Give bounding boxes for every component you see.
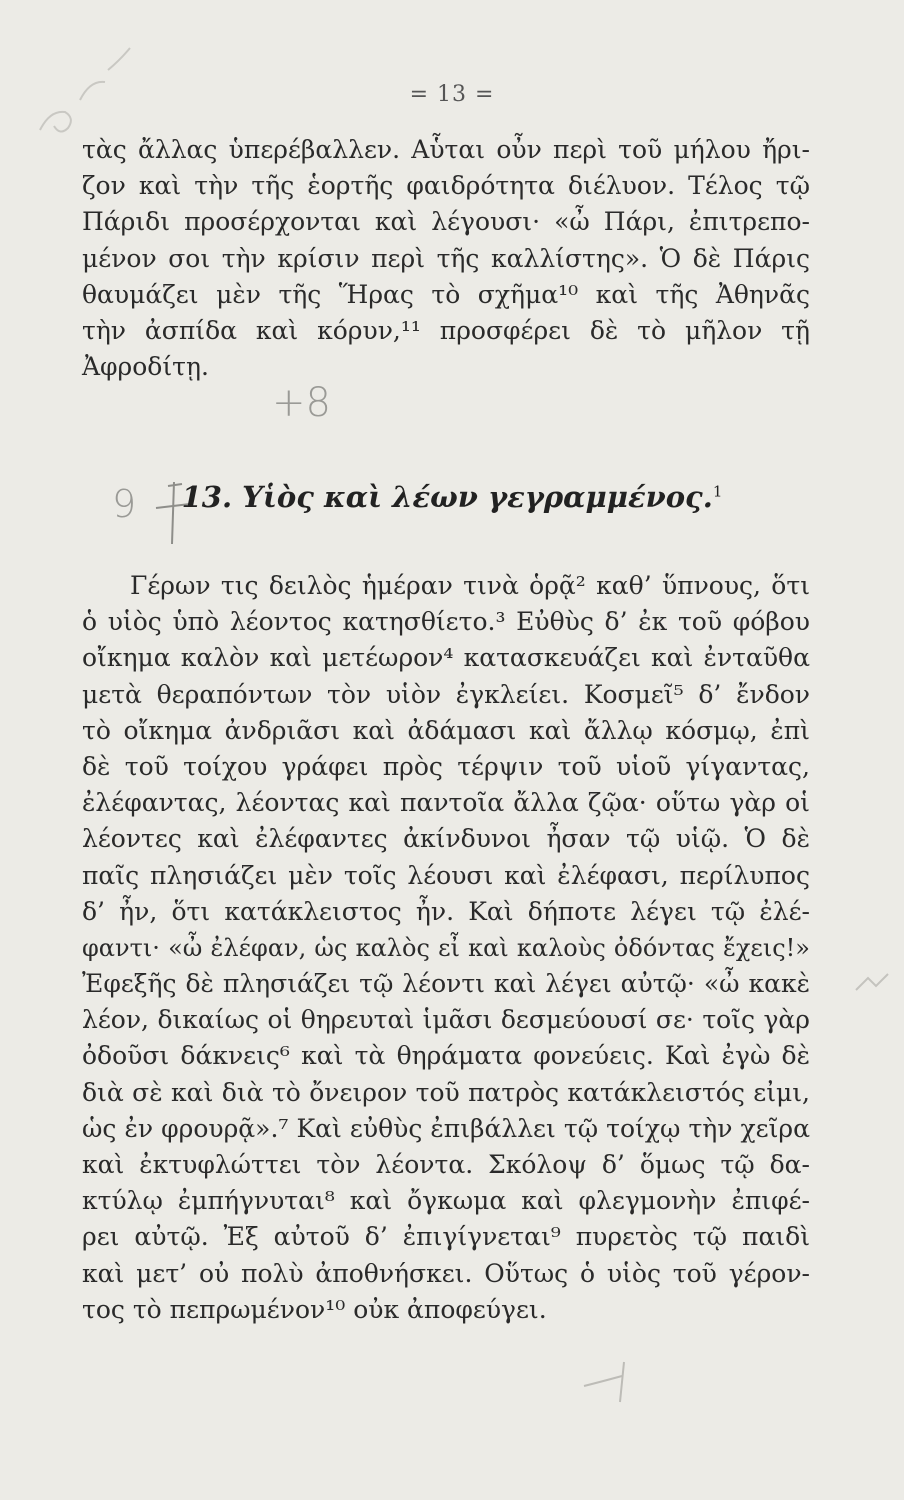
pencil-annotation-nine: 9 xyxy=(112,482,137,526)
section-title-text: 13. Υἱὸς καὶ λέων γεγραμμένος. xyxy=(181,480,713,514)
text-line: καὶ μετ’ οὐ πολὺ ἀποθνήσκει. Οὕτως ὁ υἱὸς τοῦ γέρον- xyxy=(82,1258,810,1288)
section-title xyxy=(0,480,904,514)
text-line: θαυμάζει μὲν τῆς Ἥρας τὸ σχῆμα¹⁰ καὶ τῆς Ἀθηνᾶς xyxy=(82,279,810,309)
text-line: ζον καὶ τὴν τῆς ἑορτῆς φαιδρότητα διέλυον. Τέλος τῷ xyxy=(82,171,810,201)
text-line: Γέρων τις δειλὸς ἡμέραν τινὰ ὁρᾷ² καθ’ ὕπνους, ὅτι xyxy=(130,571,810,600)
text-line: οἴκημα καλὸν καὶ μετέωρον⁴ κατασκευάζει καὶ ἐνταῦθα xyxy=(82,643,810,673)
text-line: φαντι· «ὦ ἐλέφαν, ὡς καλὸς εἶ καὶ καλοὺς ὀδόντας ἔχεις!» xyxy=(82,933,810,962)
text-line: διὰ σὲ καὶ διὰ τὸ ὄνειρον τοῦ πατρὸς κατάκλειστός εἰμι, xyxy=(82,1077,810,1107)
text-line: τὴν ἀσπίδα καὶ κόρυν,¹¹ προσφέρει δὲ τὸ μῆλον τῇ xyxy=(82,315,810,345)
text-line: μετὰ θεραπόντων τὸν υἱὸν ἐγκλείει. Κοσμεῖ⁵ δ’ ἔνδον xyxy=(82,679,810,709)
text-line: ἐλέφαντας, λέοντας καὶ παντοῖα ἄλλα ζῷα· οὕτω γὰρ οἱ xyxy=(82,788,810,818)
pencil-annotation-plus-eight: +8 xyxy=(272,380,331,426)
text-line: ὁ υἱὸς ὑπὸ λέοντος κατησθίετο.³ Εὐθὺς δ’ ἐκ τοῦ φόβου xyxy=(82,607,810,637)
text-line: τος τὸ πεπρωμένον¹⁰ οὐκ ἀποφεύγει. xyxy=(82,1294,547,1324)
paragraph-continuation xyxy=(82,132,810,385)
text-line: δ’ ἦν, ὅτι κατάκλειστος ἦν. Καὶ δήποτε λέγει τῷ ἐλέ- xyxy=(82,896,810,926)
text-line: Ἐφεξῆς δὲ πλησιάζει τῷ λέοντι καὶ λέγει αὐτῷ· «ὦ κακὲ xyxy=(82,969,810,999)
story-paragraph xyxy=(82,568,810,1328)
text-line: Πάριδι προσέρχονται καὶ λέγουσι· «ὦ Πάρι, ἐπιτρεπο- xyxy=(82,207,810,237)
page-number: = 13 = xyxy=(409,82,495,107)
text-line: λέον, δικαίως οἱ θηρευταὶ ἱμᾶσι δεσμεύουσί σε· τοῖς γὰρ xyxy=(82,1005,810,1035)
text-line: τὸ οἴκημα ἀνδριᾶσι καὶ ἀδάμασι καὶ ἄλλῳ κόσμῳ, ἐπὶ xyxy=(82,715,810,745)
footnote-marker: 1 xyxy=(712,482,723,501)
end-pencil-stroke xyxy=(580,1356,640,1406)
text-line: ὡς ἐν φρουρᾷ».⁷ Καὶ εὐθὺς ἐπιβάλλει τῷ τοίχῳ τὴν χεῖρα xyxy=(82,1113,810,1143)
text-line: μένον σοι τὴν κρίσιν περὶ τῆς καλλίστης». Ὁ δὲ Πάρις xyxy=(82,243,810,273)
text-line: λέοντες καὶ ἐλέφαντες ἀκίνδυνοι ἦσαν τῷ υἱῷ. Ὁ δὲ xyxy=(82,824,810,854)
text-line: καὶ ἐκτυφλώττει τὸν λέοντα. Σκόλοψ δ’ ὅμως τῷ δα- xyxy=(82,1150,810,1179)
margin-tick xyxy=(852,968,892,998)
text-line: ὀδοῦσι δάκνεις⁶ καὶ τὰ θηράματα φονεύεις. Καὶ ἐγὼ δὲ xyxy=(82,1041,810,1071)
text-line: κτύλῳ ἐμπήγνυται⁸ καὶ ὄγκωμα καὶ φλεγμονὴν ἐπιφέ- xyxy=(82,1186,810,1216)
text-line: παῖς πλησιάζει μὲν τοῖς λέουσι καὶ ἐλέφασι, περίλυπος xyxy=(82,860,810,890)
text-line: Ἀφροδίτῃ. xyxy=(82,352,209,382)
text-line: τὰς ἄλλας ὑπερέβαλλεν. Αὗται οὖν περὶ τοῦ μήλου ἤρι- xyxy=(82,135,810,164)
text-line: ρει αὐτῷ. Ἐξ αὐτοῦ δ’ ἐπιγίγνεται⁹ πυρετὸς τῷ παιδὶ xyxy=(82,1222,810,1252)
text-line: δὲ τοῦ τοίχου γράφει πρὸς τέρψιν τοῦ υἱοῦ γίγαντας, xyxy=(82,751,810,781)
